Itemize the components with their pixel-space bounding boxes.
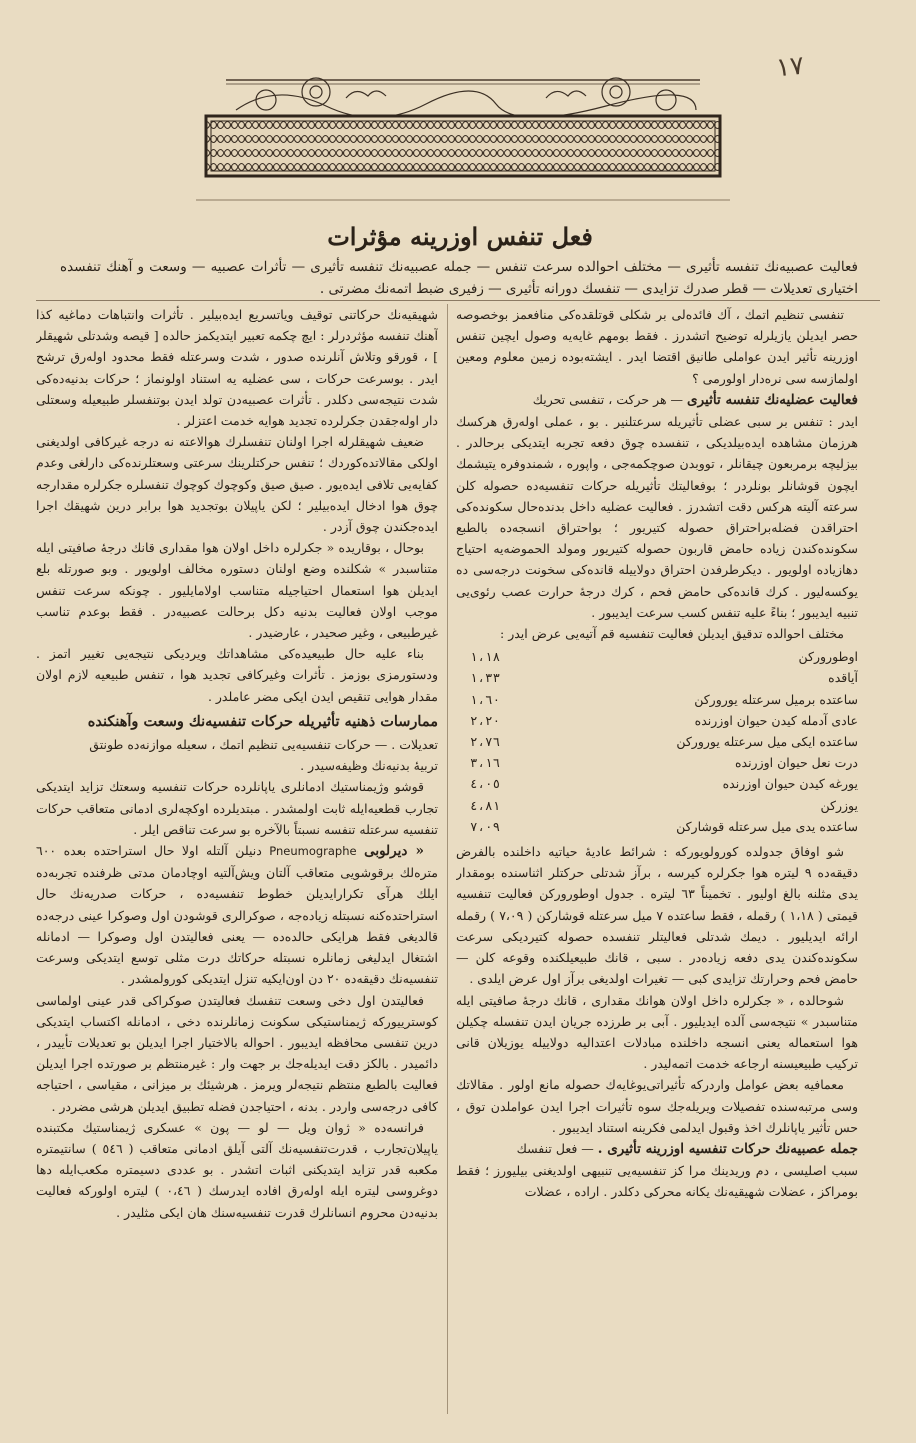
rate-row xyxy=(456,816,858,837)
pneumograph-paragraph xyxy=(36,840,438,989)
rate-label: یوزركن xyxy=(820,797,858,813)
rate-label: درت نعل حیوان اوزرنده xyxy=(734,755,858,771)
article-title: فعل تنفس اوزرینه مؤثرات xyxy=(327,222,593,251)
respiration-rate-table xyxy=(456,646,858,837)
paragraph: شهیقیه‌نك حركاتنی توقیف ویاتسریع ایده‌بیلیر . تأثرات وانتباهات دماغیه كذا آهنك تنفسه مؤثردرلر : ایچ چكمه تعبیر ایتدیكمز حالده [ قیصه وشدتلی شهیقلر ] ، قورقو وتلاش آنلرنده صدور ، شدت وسرعتله فقط محدود اولەرق ترشح ایدر . بوسرعت حركات ، سی عضلیه یه استناد اولونماز ؛ حركات بدنیه‌ده‌كی شدت نتیجه‌سی دكلدر . تأثرات عصبیه‌دن تولد ایدن بوتنفسلر طبیعیله وسعتلی دار اوله‌جقدن جكرلرده تجدید هوایه خدمت اعتزلر . xyxy=(36,307,438,429)
rate-label: اوطورورکن xyxy=(798,649,858,665)
rate-row xyxy=(456,667,858,688)
rate-label: یورغه كیدن حیوان اوزرنده xyxy=(722,776,858,792)
section-lead: — هر حركت ، تنفسی تحریك xyxy=(532,391,684,407)
summary-divider xyxy=(36,300,880,301)
rate-row xyxy=(456,752,858,773)
rate-row xyxy=(456,731,858,752)
rate-value: ٢،٢٠ xyxy=(470,712,501,728)
rate-row xyxy=(456,795,858,816)
column-divider xyxy=(447,304,448,1414)
section-subheading: تعدیلات . — حركات تنفسیه‌یی تنظیم اتمك ، سعیله موازنه‌ده طونتق xyxy=(89,737,438,753)
rate-value: ٧،٠٩ xyxy=(470,818,501,834)
rate-value: ١،٣٣ xyxy=(470,670,501,686)
paragraph-text: دنیلن آلتله اولا حال استراحتده بعده ٦٠٠ متره‌لك برقوشویی متعاقب آلتان ویش‌آلتیه اوچادمان مدتی ظرفنده تجربه‌ده ایلك هرآی تكرارایدیلن خطوط تنفسیه‌ده ، حركات صدریه‌نك حال استراحتده‌كنه نسبتله زیاده‌جه ، صوكرالری قوشودن اول وصوكرا عینی درجه‌ده قالدیغی فقط هرایكی حالده‌ده — یعنی فعالیتدن اول وصوكرا — ادمانله اشتغال ایدلیغی زمانلره نسبتله حركاتك درت مثلی توسع ایتدیكی وسرعت تنفسیه‌نك دقیقه‌ده ٢٠ دن اون‌ایكیه تنزل ایتدیكی كورولمشدر . xyxy=(36,843,438,987)
section-lead: — فعل تنفسك xyxy=(516,1140,594,1156)
paragraph: شو اوفاق جدولده كورولویوركه : شرائط عادیۀ حیاتیه داخلنده بالفرض دقیقه‌ده ٩ لیتره هوا جكرلره كیرسه ، برآز شدتلی حركتلر اثناسنده بومقدار یدی مثلنه بالغ اولیور . تخمیناً ٦٣ لیتره . جدول اوطورورکن فعالیت تنفسیه قیمتی ( ١،١٨ ) رقمله ، فقط ساعتده ٧ میل سرعتله قوشاركن ( ٧،٠٩ ) رقمله ارائه ایدیلیور . دیمك شدتلی فعالیتلر تنفسده حصوله كتیردیكی سرعت سكونده‌كندن یدی دفعه زیاده‌در . سبی ، قانك طبیعیلكنده وقوعه كلن — حامض فحم وحرارتك تزایدی كبی — تغیرات اولدیغی برآز اول عرض ایلدی . xyxy=(456,844,858,987)
paragraph: ایدر : تنفس بر سبی عضلی تأثیریله سرعتلنیر . بو ، عملی اوله‌رق هركسك هرزمان مشاهده ایده‌بیلدیكی ، تنفسده چوق دفعه تجربه ایتدیكی برحالدر . بیزلیچه برمربعون چیقانلر ، تووبدن صوچكمه‌جی ، واپوره ، شمندوفره یتیشمك ایچون قوشانلر بونلردر ؛ بوفعالیتك تأثیریله حركات تنفسیه‌ده حصوله كلن سرعته آلیته هركس دقت اتشدرز . فعالیت عضلیه داخل بدنده‌حال سكونده‌كی احتراقدن فضله‌براحتراق حصوله كتیریور ؛ بواحتراق انسجه‌ده بالطبع سكونده‌كندن زیاده حامض قاربون حصوله كتیریور ومولد الحموضه‌یه احتیاج دهازیاده اولویور . دیكرطرفدن احتراق دولاییله قانده‌كی سخونت درجه‌سی ده یوكسه‌لیور . كرك قانده‌كی حامض فحم ، كرك درجۀ حرارت عصب رئوی‌یی تنبیه ایدیبور ؛ بناءً علیه تنفس كسب سرعت ایدیبور . xyxy=(456,414,858,620)
rate-row xyxy=(456,710,858,731)
section-heading-nervous-system: جمله عصبیه‌نك حركات تنفسیه اوزرینه تأثیری . xyxy=(597,1140,858,1157)
paragraph: معمافیه بعض عوامل واردركه تأثیراتی‌یوغایه‌ك حصوله مانع اولور . مقالاتك وسی مرتبه‌سنده تفصیلات ویریله‌جك سوه تأثیرات اجرا ایدن عواملدن توق ، حس تأثیر یاپانلرك اخذ وقبول ایدلمی فكرینه استناد ایدیبور . xyxy=(456,1077,858,1135)
rate-value: ٣،١٦ xyxy=(470,755,501,771)
rate-value: ٢،٧٦ xyxy=(470,734,501,750)
rate-label: ساعتده ایكی میل سرعتله یوروركن xyxy=(676,734,858,750)
rate-label: آیاقده xyxy=(828,670,858,686)
paragraph: مختلف احوالده تدقیق ایدیلن فعالیت تنفسیه قم آتیه‌یی عرض ایدر : xyxy=(500,626,844,642)
page-number: ١٧ xyxy=(774,50,806,84)
rate-row xyxy=(456,773,858,794)
rate-label: ساعتده یدی میل سرعتله قوشاركن xyxy=(676,818,858,834)
paragraph: سبب اصلیسی ، دم وریدینك مرا كز تنفسیه‌یی تنبیهی اولدیغنی بیلیورز ؛ فقط بومراكز ، عضلات شهیقیه‌نك یكانه محركی دكلدر . اراده ، عضلات xyxy=(456,1163,858,1200)
article-summary: فعالیت عصبیه‌نك تنفسه تأثیری — مختلف احوالده سرعت تنفس — جمله عصبیه‌نك تنفسه تأثیری — تأثرات عصبیه — وسعت و آهنك تنفسده اختیاری تعدیلات — قطر صدرك تزایدی — تنفسك دورانه تأثیری — زفیری ضبط اتمه‌نك مضرتی . xyxy=(60,259,858,297)
paragraph: تنفسی تنظیم اتمك ، آك فائده‌لی بر شكلی قوتلقده‌كی منافعمز بوخصوصه حصر ایدیلن یازیلرله توضیح اتشدرز . فقط بومهم غایه‌یه وصول ایچین تنفس اوزرینه تأثیر ایدن عواملی طانیق اقتضا ایدر . ایشته‌بوده زمین معلوم ومعین اولمازسه سی نره‌دار اولورمی ؟ xyxy=(456,307,858,386)
section-heading-exercise: ممارسات ذهنیه تأثیریله حركات تنفسیه‌نك وسعت وآهنكنده xyxy=(87,712,438,730)
ornamental-header-banner xyxy=(196,62,730,202)
latin-term: Pneumographe xyxy=(269,844,357,859)
rate-value: ١،٦٠ xyxy=(470,691,501,707)
rate-label: عادی آدمله كیدن حیوان اوزرنده xyxy=(694,712,858,728)
paragraph: بناء علیه حال طبیعیده‌كی مشاهداتك ویردیكی نتیجه‌یی تغییر اتمز . ودستورمزی بوزمز . تأثرات وغیركافی تجدید هوا ، تنفس طبیعیه لازم اولان مقدار هوایی تنقیص ایدن ایكی مضر عاملدر . xyxy=(36,646,438,704)
left-column xyxy=(36,304,438,1419)
paragraph: فعالیتدن اول دخی وسعت تنفسك فعالیتدن صوكراكی قدر عینی اولماسی كوسترییوركه ژیمناستیكی سكونت زمانلرنده دخی ، ادمانله اكتساب ایتدیكی درین تنفسی محافظه ایدیبور . احواله بالاختیار اجرا ایدیلن بو تعدیلات تأییدر ، دائمیدر . بالكز دقت ایدیله‌جك بر جهت وار : غیرمنتظم بر صورتده اجرا ایدیلن فعالیت بالطبع منتظم نتیجه‌لر ویرمز . هرشیئك بر میزانی ، مقیاسی ، احتیاجه كافی درجه‌سی واردر . بدنه ، احتیاجدن فضله تطبیق ایدیلن هرشی مضردر . xyxy=(36,992,438,1114)
rate-label: ساعتده برمیل سرعتله یوروركن xyxy=(694,691,858,707)
author-name: « دیرلوبی xyxy=(364,843,424,860)
rate-value: ٤،٠٥ xyxy=(470,776,501,792)
right-column xyxy=(456,304,858,1419)
paragraph: شوحالده ، « جكرلره داخل اولان هوانك مقداری ، قانك درجۀ صافیتی ایله متناسبدر » نتیجه‌سی آلده ایدیلیور . آبی بر طرزده جریان ایدن تنفسله چكیلن هوا استعماله یعنی انسجه داخلنده مبادلات اعتدالیه دولاییله یوزیلان قانی تركیب طبیعیسنه ارجاعه خدمت اتمه‌لیدر . xyxy=(456,992,858,1072)
section-heading-muscular-activity: فعالیت عضلیه‌نك تنفسه تأثیری xyxy=(687,391,858,408)
rate-value: ١،١٨ xyxy=(470,649,501,665)
paragraph: قوشو وژیمناستیك ادمانلری یاپانلرده حركات تنفسیه وسعتك تزاید ایتدیكی تجارب قطعیه‌ایله ثابت اولمشدر . مبتدیلرده اوكچه‌لری ادمانی متعاقب حركات تنفسیه سرعتله تنفسه نسبتاً بالآخره بو سرعت تناقص ایلر . xyxy=(36,779,438,837)
rate-row xyxy=(456,646,858,667)
rate-value: ٤،٨١ xyxy=(470,797,501,813)
paragraph: ضعیف شهیقلرله اجرا اولنان تنفسلرك هوالاعته نه درجه غیركافی اولدیغنی اولكی مقالاتده‌كوردك ؛ تنفس حركتلرینك سرعتی وسعتلرنده‌كی دارلغی وعدم كفایه‌یی تلافی ایده‌یور . صیق صیق وكوچوك كوچوك تنفسلره جكرلره مقدارجه چوق هوا ادخال ایده‌بیلیر ؛ لكن یاپیلان بوتجدید هوا برابر درین شهیقك اجرا ایده‌جكندن چوق آزدر . xyxy=(36,434,438,535)
paragraph: تربیۀ بدنیه‌نك وظیفه‌سیدر . xyxy=(300,758,438,774)
section-paragraph xyxy=(456,389,858,411)
rate-row xyxy=(456,689,858,710)
paragraph: بوحال ، بوقاریده « جكرلره داخل اولان هوا مقداری قانك درجۀ صافیتی ایله متناسبدر » شكلنده وضع اولنان دستوره مخالف اولویور . وبو صورتله بلع ایدیلن هوا استعمال احتیاجیله متناسب اولامایلیور . چونكه سرعت تنفس موجب اولان فعالیت بدنیه دكل برحالت عصبیه‌در . فقط بوعدم تناسب غیرطبیعی ، وغیر صحیدر ، عارضیدر . xyxy=(36,540,438,641)
paragraph: فرانسه‌ده « ژوان ویل — لو — پون » عسكری ژیمناستیك مكتبنده یاپیلان‌تجارب ، قدرت‌تنفسیه‌نك آلتی آیلق ادمانی متعاقب ( ٥٤٦ ) سانتیمتره مكعبه قدر تزاید ایتدیكنی اثبات اتشدر . بو عددی دسیمتره مكعب‌ایله دها دوغروسی لیتره ایله اوله‌رق افاده ایدرسك ( ٠،٤٦ ) لیتره اولوركه فعالیت بدنیه‌دن محروم انسانلرك قدرت تنفسیه‌سنك هان ایكی مثلیدر . xyxy=(36,1119,438,1220)
section-paragraph xyxy=(456,1138,858,1160)
